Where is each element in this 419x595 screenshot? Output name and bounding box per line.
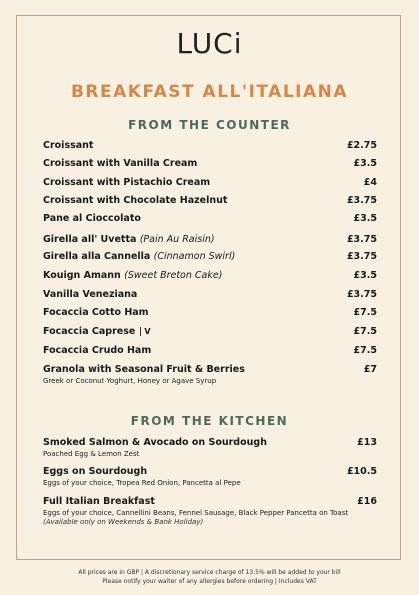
- menu-item-name: [43, 496, 155, 507]
- menu-item-description: Poached Egg & Lemon Zest: [43, 450, 140, 458]
- menu-item: [43, 158, 377, 169]
- menu-item-title: Focaccia Cotto Ham: [43, 307, 149, 318]
- menu-item: [43, 213, 377, 224]
- menu-item-translation: (Pain Au Raisin): [139, 234, 215, 245]
- footer-allergy-note: Please notify your waiter of any allergies before ordering | Includes VAT: [102, 578, 317, 585]
- menu-item-name: [43, 251, 235, 262]
- menu-item-title: Smoked Salmon & Avocado on Sourdough: [43, 437, 267, 448]
- menu-item-price: £7.5: [353, 307, 377, 318]
- menu-item-price: £16: [357, 496, 377, 507]
- menu-item-name: [43, 234, 215, 245]
- menu-item-title: Croissant: [43, 140, 94, 151]
- menu-item-description: Greek or Coconut Yoghurt, Honey or Agave Syrup: [43, 377, 217, 385]
- menu-item-price: £2.75: [346, 140, 377, 151]
- menu-item-name: [43, 326, 151, 337]
- menu-item-price: £3.5: [353, 270, 377, 281]
- menu-item-title: Granola with Seasonal Fruit & Berries: [43, 364, 245, 375]
- menu-item-name: [43, 140, 93, 151]
- menu-item-title: Full Italian Breakfast: [43, 496, 155, 507]
- menu-item: [43, 251, 377, 262]
- menu-item-name: [43, 270, 222, 281]
- menu-item: [43, 289, 377, 300]
- menu-item-title: Kouign Amann: [43, 270, 121, 281]
- menu-item-description: Eggs of your choice, Tropea Red Onion, Pancetta al Pepe: [43, 479, 241, 487]
- menu-item: [43, 466, 377, 487]
- menu-item-description: Eggs of your choice, Cannellini Beans, Fennel Sausage, Black Pepper Pancetta on Toast: [43, 509, 349, 517]
- menu-item-price: £3.75: [346, 234, 377, 245]
- menu-item-price: £3.5: [353, 158, 377, 169]
- menu-item-note: (Available only on Weekends & Bank Holiday): [43, 518, 204, 526]
- menu-item-price: £7.5: [353, 326, 377, 337]
- menu-item-translation: (Sweet Breton Cake): [124, 270, 223, 281]
- menu-item-title: Vanilla Veneziana: [43, 289, 138, 300]
- menu-title: BREAKFAST ALL'ITALIANA: [70, 82, 349, 102]
- menu-item-name: [43, 345, 151, 356]
- menu-item-name: [43, 158, 197, 169]
- menu-item: [43, 270, 377, 281]
- menu-item: [43, 234, 377, 245]
- menu-item-title: Girella all' Uvetta: [43, 234, 137, 245]
- menu-item: [43, 345, 377, 356]
- menu-item: [43, 364, 377, 385]
- menu-item: [43, 177, 377, 188]
- menu-item-price: £3.5: [353, 213, 377, 224]
- menu-item-name: [43, 307, 149, 318]
- menu-item-translation: (Cinnamon Swirl): [153, 251, 236, 262]
- menu-item-price: £7.5: [353, 345, 377, 356]
- menu-item-name: [43, 466, 147, 477]
- menu-item-name: [43, 177, 210, 188]
- menu-item-name: [43, 437, 267, 448]
- menu-item: [43, 326, 377, 337]
- menu-item-title: Girella alla Cannella: [43, 251, 151, 262]
- menu-item-price: £13: [357, 437, 377, 448]
- menu-item-title: Eggs on Sourdough: [43, 466, 148, 477]
- vegetarian-badge: V: [140, 327, 150, 336]
- section-title-kitchen: FROM THE KITCHEN: [130, 414, 289, 428]
- menu-item-title: Croissant with Vanilla Cream: [43, 158, 198, 169]
- menu-item-name: [43, 213, 141, 224]
- menu-item-title: Croissant with Chocolate Hazelnut: [43, 195, 228, 206]
- menu-item-title: Focaccia Crudo Ham: [43, 345, 152, 356]
- menu-item-price: £3.75: [346, 251, 377, 262]
- menu-item-price: £7: [363, 364, 377, 375]
- menu-item-title: Focaccia Caprese: [43, 326, 136, 337]
- menu-item-name: [43, 195, 227, 206]
- menu-item-price: £3.75: [346, 195, 377, 206]
- menu-item-title: Croissant with Pistachio Cream: [43, 177, 211, 188]
- menu-item-price: £4: [363, 177, 377, 188]
- menu-item: [43, 140, 377, 151]
- logo: LUCi: [176, 27, 243, 60]
- menu-item-name: [43, 364, 245, 375]
- menu-item-title: Pane al Cioccolato: [43, 213, 141, 224]
- menu-item: [43, 307, 377, 318]
- menu-item: [43, 195, 377, 206]
- menu-item: [43, 437, 377, 458]
- menu-item-price: £3.75: [346, 289, 377, 300]
- menu-item-name: [43, 289, 137, 300]
- footer-prices-note: All prices are in GBP | A discretionary service charge of 13.5% will be added to your bill: [78, 569, 341, 576]
- section-title-counter: FROM THE COUNTER: [128, 118, 291, 132]
- menu-item: [43, 496, 377, 526]
- menu-item-price: £10.5: [346, 466, 377, 477]
